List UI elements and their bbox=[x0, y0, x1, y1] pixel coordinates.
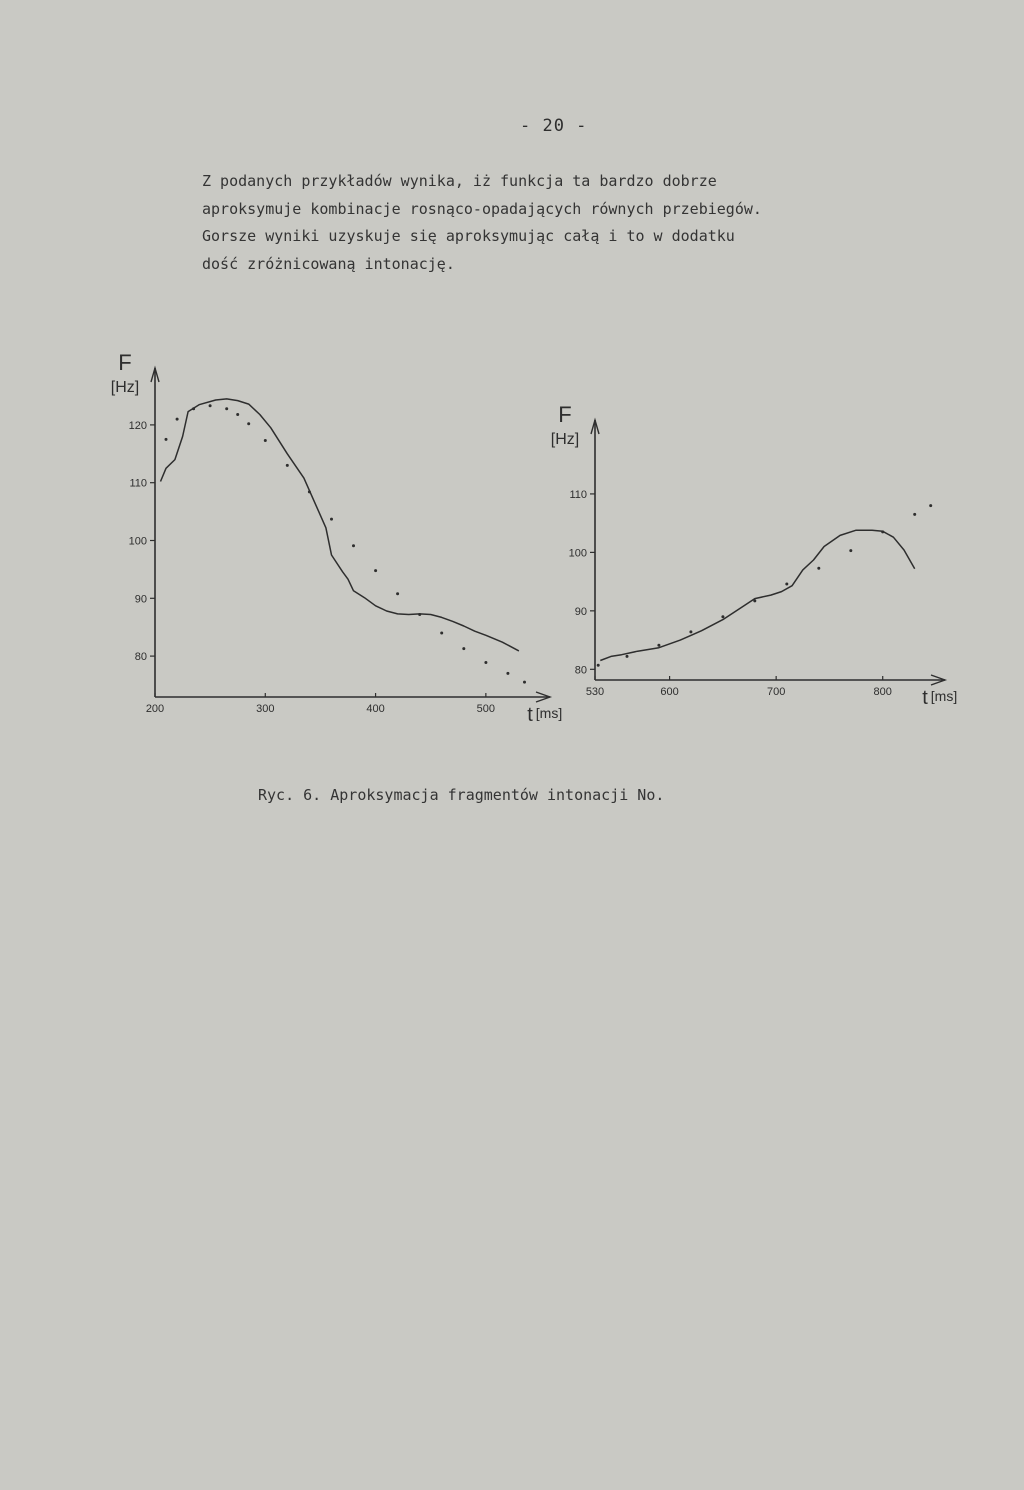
series-approximation-point bbox=[192, 407, 195, 410]
series-measured-line bbox=[161, 399, 519, 651]
series-approximation-point bbox=[440, 632, 443, 635]
series-approximation-point bbox=[929, 504, 932, 507]
series-approximation-point bbox=[264, 439, 267, 442]
series-approximation-point bbox=[657, 644, 660, 647]
series-approximation-point bbox=[286, 464, 289, 467]
series-approximation-point bbox=[176, 418, 179, 421]
series-approximation-point bbox=[689, 630, 692, 633]
paragraph-line: aproksymuje kombinacje rosnąco-opadających równych przebiegów. bbox=[202, 199, 762, 218]
series-approximation-point bbox=[913, 513, 916, 516]
y-tick-label: 110 bbox=[129, 477, 147, 490]
x-tick-label: 400 bbox=[366, 703, 385, 715]
series-approximation-point bbox=[247, 422, 250, 425]
series-approximation-point bbox=[236, 413, 239, 416]
x-tick-label: 800 bbox=[873, 686, 892, 698]
series-approximation-point bbox=[484, 661, 487, 664]
series-approximation-point bbox=[225, 407, 228, 410]
y-tick-label: 90 bbox=[134, 593, 147, 606]
series-approximation-point bbox=[418, 613, 421, 616]
x-tick-label: 300 bbox=[256, 703, 275, 715]
series-approximation-point bbox=[209, 404, 212, 407]
series-approximation-point bbox=[374, 569, 377, 572]
series-approximation-point bbox=[849, 549, 852, 552]
y-axis-label: F bbox=[558, 402, 572, 427]
x-axis-unit: [ms] bbox=[930, 688, 958, 704]
series-approximation-point bbox=[506, 672, 509, 675]
series-approximation-point bbox=[308, 490, 311, 493]
y-tick-label: 100 bbox=[128, 535, 147, 548]
series-approximation-point bbox=[721, 615, 724, 618]
y-axis-label: F bbox=[118, 350, 132, 375]
x-axis-unit: [ms] bbox=[535, 705, 563, 721]
series-approximation-point bbox=[523, 681, 526, 684]
series-measured-line bbox=[600, 530, 914, 660]
y-tick-label: 100 bbox=[568, 547, 587, 560]
y-tick-label: 80 bbox=[574, 664, 587, 677]
series-approximation-point bbox=[330, 518, 333, 521]
y-tick-label: 120 bbox=[128, 419, 147, 432]
series-approximation-point bbox=[462, 647, 465, 650]
series-approximation-point bbox=[817, 567, 820, 570]
series-approximation-point bbox=[626, 655, 629, 658]
x-tick-label: 700 bbox=[766, 686, 786, 698]
y-axis-unit: [Hz] bbox=[110, 379, 140, 396]
page-number: - 20 - bbox=[520, 116, 588, 136]
x-tick-label: 530 bbox=[585, 686, 605, 698]
figure-caption: Ryc. 6. Aproksymacja fragmentów intonacji No. bbox=[258, 786, 665, 804]
y-tick-label: 80 bbox=[134, 651, 147, 664]
series-approximation-point bbox=[785, 583, 788, 586]
series-approximation-point bbox=[396, 592, 399, 595]
series-approximation-point bbox=[597, 664, 600, 667]
paragraph-line: Gorsze wyniki uzyskuje się aproksymując całą i to w dodatku bbox=[202, 227, 735, 245]
series-approximation-point bbox=[352, 544, 355, 547]
x-tick-label: 500 bbox=[476, 703, 496, 715]
x-tick-label: 200 bbox=[145, 703, 165, 715]
series-approximation-point bbox=[753, 599, 756, 602]
y-axis-unit: [Hz] bbox=[550, 431, 580, 448]
paragraph-line: dość zróżnicowaną intonację. bbox=[202, 254, 455, 273]
series-approximation-point bbox=[165, 438, 168, 441]
x-tick-label: 600 bbox=[660, 686, 679, 698]
y-tick-label: 90 bbox=[574, 605, 587, 618]
x-axis-label: t bbox=[527, 704, 533, 726]
paragraph-line: Z podanych przykładów wynika, iż funkcja ta bardzo dobrze bbox=[202, 172, 717, 190]
x-axis-label: t bbox=[922, 687, 928, 709]
series-approximation-point bbox=[881, 530, 884, 533]
y-tick-label: 110 bbox=[569, 488, 587, 501]
